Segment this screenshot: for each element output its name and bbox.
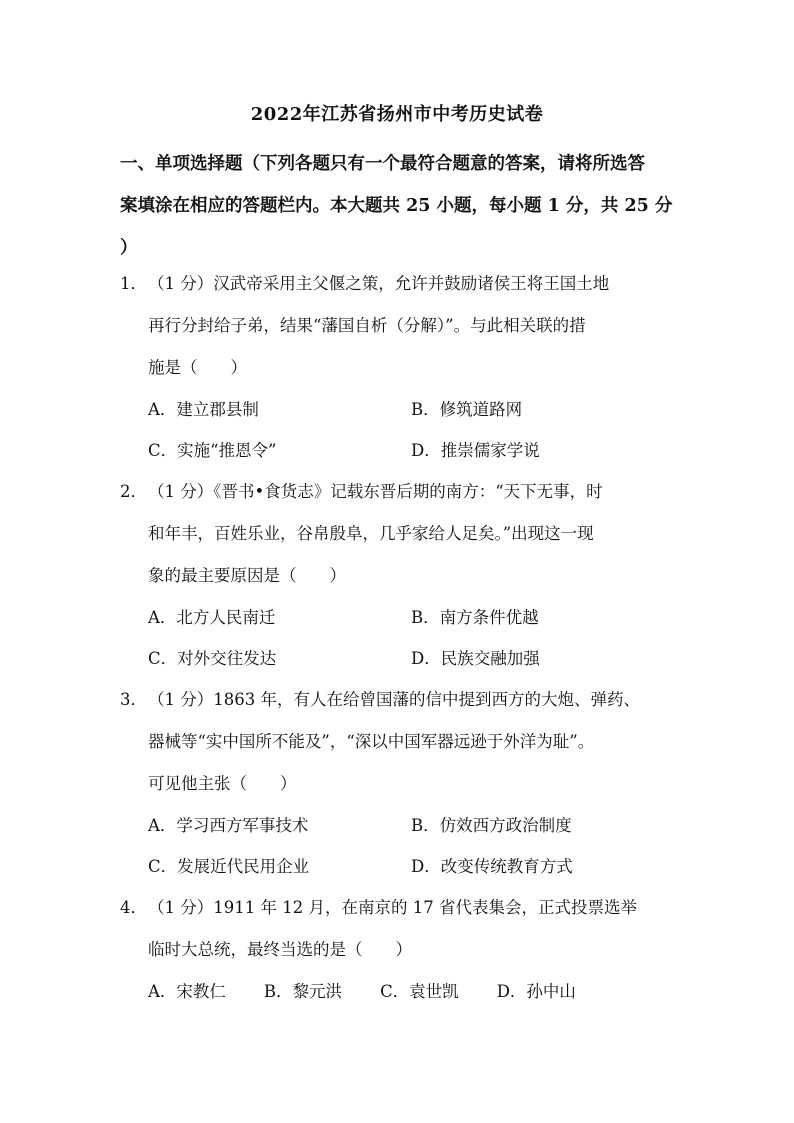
section-heading-line: 一、单项选择题（下列各题只有一个最符合题意的答案，请将所选答 — [120, 154, 645, 174]
question-stem-line: 器械等“实中国所不能及”，“深以中国军器远逊于外洋为耻”。 — [148, 732, 595, 751]
question-stem-line: 临时大总统，最终当选的是（ ） — [148, 940, 412, 959]
option-b[interactable]: B．仿效西方政治制度 — [411, 816, 572, 835]
question-stem-line: 4．（1 分）1911 年 12 月，在南京的 17 省代表集会，正式投票选举 — [120, 887, 680, 929]
question-1 — [120, 263, 680, 389]
question-stem-line: 可见他主张（ ） — [148, 774, 297, 793]
option-a[interactable]: A．学习西方军事技术 — [148, 816, 309, 835]
option-a[interactable]: A．宋教仁 — [148, 982, 226, 1001]
question-4 — [120, 887, 680, 971]
question-stem-line: 象的最主要原因是（ ） — [148, 566, 346, 585]
exam-title: 2022年江苏省扬州市中考历史试卷 — [250, 104, 544, 125]
question-stem-line: 1．（1 分）汉武帝采用主父偃之策，允许并鼓励诸侯王将王国土地 — [120, 263, 680, 305]
question-2 — [120, 471, 680, 597]
question-stem-line: 和年丰，百姓乐业，谷帛殷阜，几乎家给人足矣。”出现这一现 — [148, 524, 594, 543]
question-stem-line: 再行分封给子弟，结果“藩国自析（分解）”。与此相关联的措 — [148, 316, 586, 335]
question-number: 1． — [120, 274, 147, 293]
option-d[interactable]: D．改变传统教育方式 — [411, 857, 573, 876]
option-c[interactable]: C．发展近代民用企业 — [148, 857, 310, 876]
option-b[interactable]: B．南方条件优越 — [411, 608, 539, 627]
question-stem-line: 3．（1 分）1863 年，有人在给曾国藩的信中提到西方的大炮、弹药、 — [120, 679, 680, 721]
question-3-options — [148, 805, 688, 887]
question-stem-line: 施是（ ） — [148, 358, 247, 377]
section-heading — [120, 143, 680, 269]
question-number: 3． — [120, 690, 147, 709]
option-d[interactable]: D．民族交融加强 — [411, 649, 540, 668]
question-number: 2． — [120, 482, 147, 501]
option-b[interactable]: B．黎元洪 — [263, 982, 343, 1001]
question-3 — [120, 679, 680, 805]
option-d[interactable]: D．推崇儒家学说 — [411, 441, 540, 460]
option-a[interactable]: A．北方人民南迁 — [148, 608, 276, 627]
question-stem-line: 2．（1 分）《晋书•食货志》记载东晋后期的南方：“天下无事，时 — [120, 471, 680, 513]
option-c[interactable]: C．对外交往发达 — [148, 649, 277, 668]
option-c[interactable]: C．实施“推恩令” — [148, 441, 277, 460]
question-1-options — [148, 389, 688, 471]
section-heading-line: 案填涂在相应的答题栏内。本大题共 25 小题，每小题 1 分，共 25 分 — [120, 196, 673, 216]
question-2-options — [148, 597, 688, 679]
option-a[interactable]: A．建立郡县制 — [148, 400, 259, 419]
section-heading-line: ） — [120, 238, 138, 258]
option-b[interactable]: B．修筑道路网 — [411, 400, 523, 419]
question-4-options — [148, 971, 688, 1012]
question-number: 4． — [120, 898, 147, 917]
option-d[interactable]: D．孙中山 — [496, 982, 576, 1001]
option-c[interactable]: C．袁世凯 — [380, 982, 459, 1001]
